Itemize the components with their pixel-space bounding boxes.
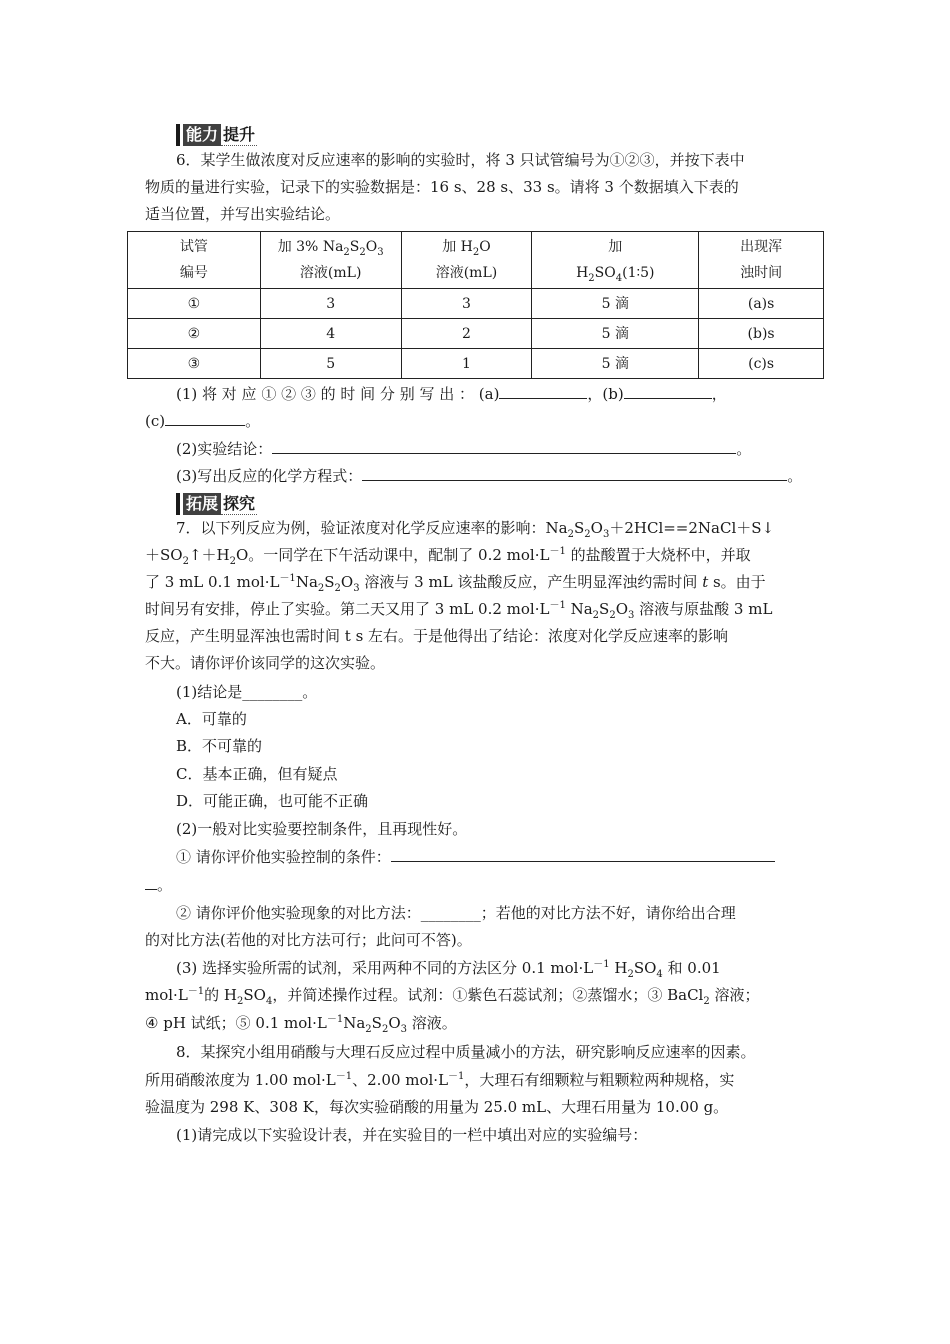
q7-line5: 反应，产生明显浑浊也需时间 t s 左右。于是他得出了结论：浓度对化学反应速率的影响 bbox=[145, 627, 729, 645]
q8-line3: 验温度为 298 K、308 K，每次实验硝酸的用量为 25.0 mL、大理石用量为 10.00 g。 bbox=[145, 1098, 729, 1116]
q7-line3: 了 3 mL 0.1 $mol\cdot L^{-1}Na_2S_2O_3$ 溶液与 3 mL 该盐酸反应，产生明显浑浊约需时间 t s。由于 bbox=[145, 573, 766, 594]
cell-h2o: 1 bbox=[401, 349, 532, 379]
q6-line2: 物质的量进行实验，记录下的实验数据是：16 s、28 s、33 s。请将 3 个数据填入下表的 bbox=[145, 178, 739, 196]
cell-tube-id: ③ bbox=[128, 349, 261, 379]
answer-blank-equation[interactable] bbox=[362, 466, 787, 481]
table-row bbox=[128, 319, 824, 349]
cell-time: (c)s bbox=[699, 349, 824, 379]
cell-na2s2o3: 4 bbox=[260, 319, 401, 349]
q8-line2: 所用硝酸浓度为 1.00 $mol\cdot L^{-1}$、2.00 $mol\cdot L^{-1}$，大理石有细颗粒与粗颗粒两种规格，实 bbox=[145, 1071, 735, 1089]
q7-part3-line2: $mol\cdot L^{-1}$的 $H_2SO_4$，并简述操作过程。试剂：①紫色石蕊试剂；②蒸馏水；③ BaCl$_2$ 溶液； bbox=[145, 986, 760, 1007]
cell-h2o: 2 bbox=[401, 319, 532, 349]
header-na2s2o3: 加 3% $Na_2S_2O_3$ 溶液(mL) bbox=[260, 232, 401, 289]
header-tube-no: 试管 编号 bbox=[128, 232, 261, 289]
option-c[interactable]: C．基本正确，但有疑点 bbox=[176, 765, 338, 783]
q7-part2a-cont bbox=[145, 875, 172, 895]
cell-na2s2o3: 5 bbox=[260, 349, 401, 379]
period: 。 bbox=[736, 440, 752, 458]
q6-part2 bbox=[176, 439, 751, 459]
cell-h2so4: 5 滴 bbox=[532, 319, 699, 349]
q7-part3-line1: (3) 选择实验所需的试剂，采用两种不同的方法区分 0.1 $mol\cdot L^{-1}$ $H_2SO_4$ 和 0.01 bbox=[176, 959, 721, 980]
q6-part1-b: ，(b) bbox=[587, 385, 624, 403]
answer-blank-c[interactable] bbox=[165, 411, 245, 426]
q6-part3-text: (3)写出反应的化学方程式： bbox=[176, 467, 363, 485]
q7-part2a: ① 请你评价他实验控制的条件： bbox=[176, 847, 775, 867]
q7-part2c: 的对比方法(若他的对比方法可行；此问可不答)。 bbox=[145, 931, 472, 949]
period: 。 bbox=[245, 412, 261, 430]
answer-blank-a[interactable] bbox=[499, 384, 587, 399]
answer-blank-conditions[interactable] bbox=[391, 847, 775, 862]
answer-blank-b[interactable] bbox=[624, 384, 712, 399]
q6-table bbox=[127, 231, 824, 379]
header-h2o: 加 $H_2O$ 溶液(mL) bbox=[401, 232, 532, 289]
q7-part2b: ② 请你评价他实验现象的对比方法：________；若他的对比方法不好，请你给出合理 bbox=[176, 904, 736, 922]
q6-part1 bbox=[176, 384, 727, 404]
q7-part1: (1)结论是________。 bbox=[176, 683, 318, 701]
table-row bbox=[128, 349, 824, 379]
q7-part2: (2)一般对比实验要控制条件，且再现性好。 bbox=[176, 820, 468, 838]
section-header-ability bbox=[176, 124, 257, 146]
section-label-dark: 拓展 bbox=[183, 493, 221, 515]
table-row bbox=[128, 289, 824, 319]
section-label-light: 提升 bbox=[223, 125, 256, 144]
option-b[interactable]: B．不可靠的 bbox=[176, 737, 263, 755]
option-a[interactable]: A．可靠的 bbox=[176, 710, 247, 728]
section-label-dark: 能力 bbox=[183, 124, 221, 146]
cell-h2so4: 5 滴 bbox=[532, 289, 699, 319]
q6-part1-text: (1) 将 对 应 ① ② ③ 的 时 间 分 别 写 出 ： (a) bbox=[176, 385, 500, 403]
q8-line1: 8．某探究小组用硝酸与大理石反应过程中质量减小的方法，研究影响反应速率的因素。 bbox=[176, 1043, 756, 1061]
option-d[interactable]: D．可能正确，也可能不正确 bbox=[176, 792, 369, 810]
cell-na2s2o3: 3 bbox=[260, 289, 401, 319]
q7-line4: 时间另有安排，停止了实验。第二天又用了 3 mL 0.2 $mol\cdot L^{-1}$ $Na_2S_2O_3$ 溶液与原盐酸 3 mL bbox=[145, 600, 773, 621]
q6-part1-cont bbox=[145, 411, 260, 431]
q7-line1: 7．以下列反应为例，验证浓度对化学反应速率的影响：$Na_2S_2O_3+2HCl==2NaCl+S↓$ bbox=[176, 519, 775, 540]
cell-time: (b)s bbox=[699, 319, 824, 349]
q7-part3-line3: ④ pH 试纸；⑤ 0.1 $mol\cdot L^{-1}Na_2S_2O_3$ 溶液。 bbox=[145, 1014, 457, 1035]
header-turbid-time: 出现浑 浊时间 bbox=[699, 232, 824, 289]
q7-line6: 不大。请你评价该同学的这次实验。 bbox=[145, 654, 386, 672]
q6-part3 bbox=[176, 466, 802, 486]
q6-part2-text: (2)实验结论： bbox=[176, 440, 273, 458]
cell-time: (a)s bbox=[699, 289, 824, 319]
section-bar bbox=[176, 124, 180, 146]
section-bar bbox=[176, 493, 180, 515]
q7-line2: $+SO_2↑+H_2O$。一同学在下午活动课中，配制了 0.2 $mol\cdot L^{-1}$ 的盐酸置于大烧杯中，并取 bbox=[145, 546, 751, 567]
section-label-light: 探究 bbox=[223, 494, 256, 513]
cell-h2o: 3 bbox=[401, 289, 532, 319]
period: 。 bbox=[787, 467, 803, 485]
q6-part1-c: ， bbox=[711, 385, 727, 403]
q6-line3: 适当位置，并写出实验结论。 bbox=[145, 205, 341, 223]
answer-blank-conclusion[interactable] bbox=[272, 439, 736, 454]
q6-line1: 6．某学生做浓度对反应速率的影响的实验时，将 3 只试管编号为①②③，并按下表中 bbox=[176, 151, 745, 169]
q8-line4: (1)请完成以下实验设计表，并在实验目的一栏中填出对应的实验编号： bbox=[176, 1126, 648, 1144]
period: 。 bbox=[157, 876, 173, 894]
header-h2so4: 加 $H_2SO_4(1∶5)$ bbox=[532, 232, 699, 289]
cell-tube-id: ② bbox=[128, 319, 261, 349]
answer-blank-conditions-cont[interactable] bbox=[145, 875, 157, 890]
q6-part1-d: (c) bbox=[145, 412, 166, 430]
table-header-row bbox=[128, 232, 824, 289]
cell-tube-id: ① bbox=[128, 289, 261, 319]
cell-h2so4: 5 滴 bbox=[532, 349, 699, 379]
section-header-explore bbox=[176, 493, 257, 515]
